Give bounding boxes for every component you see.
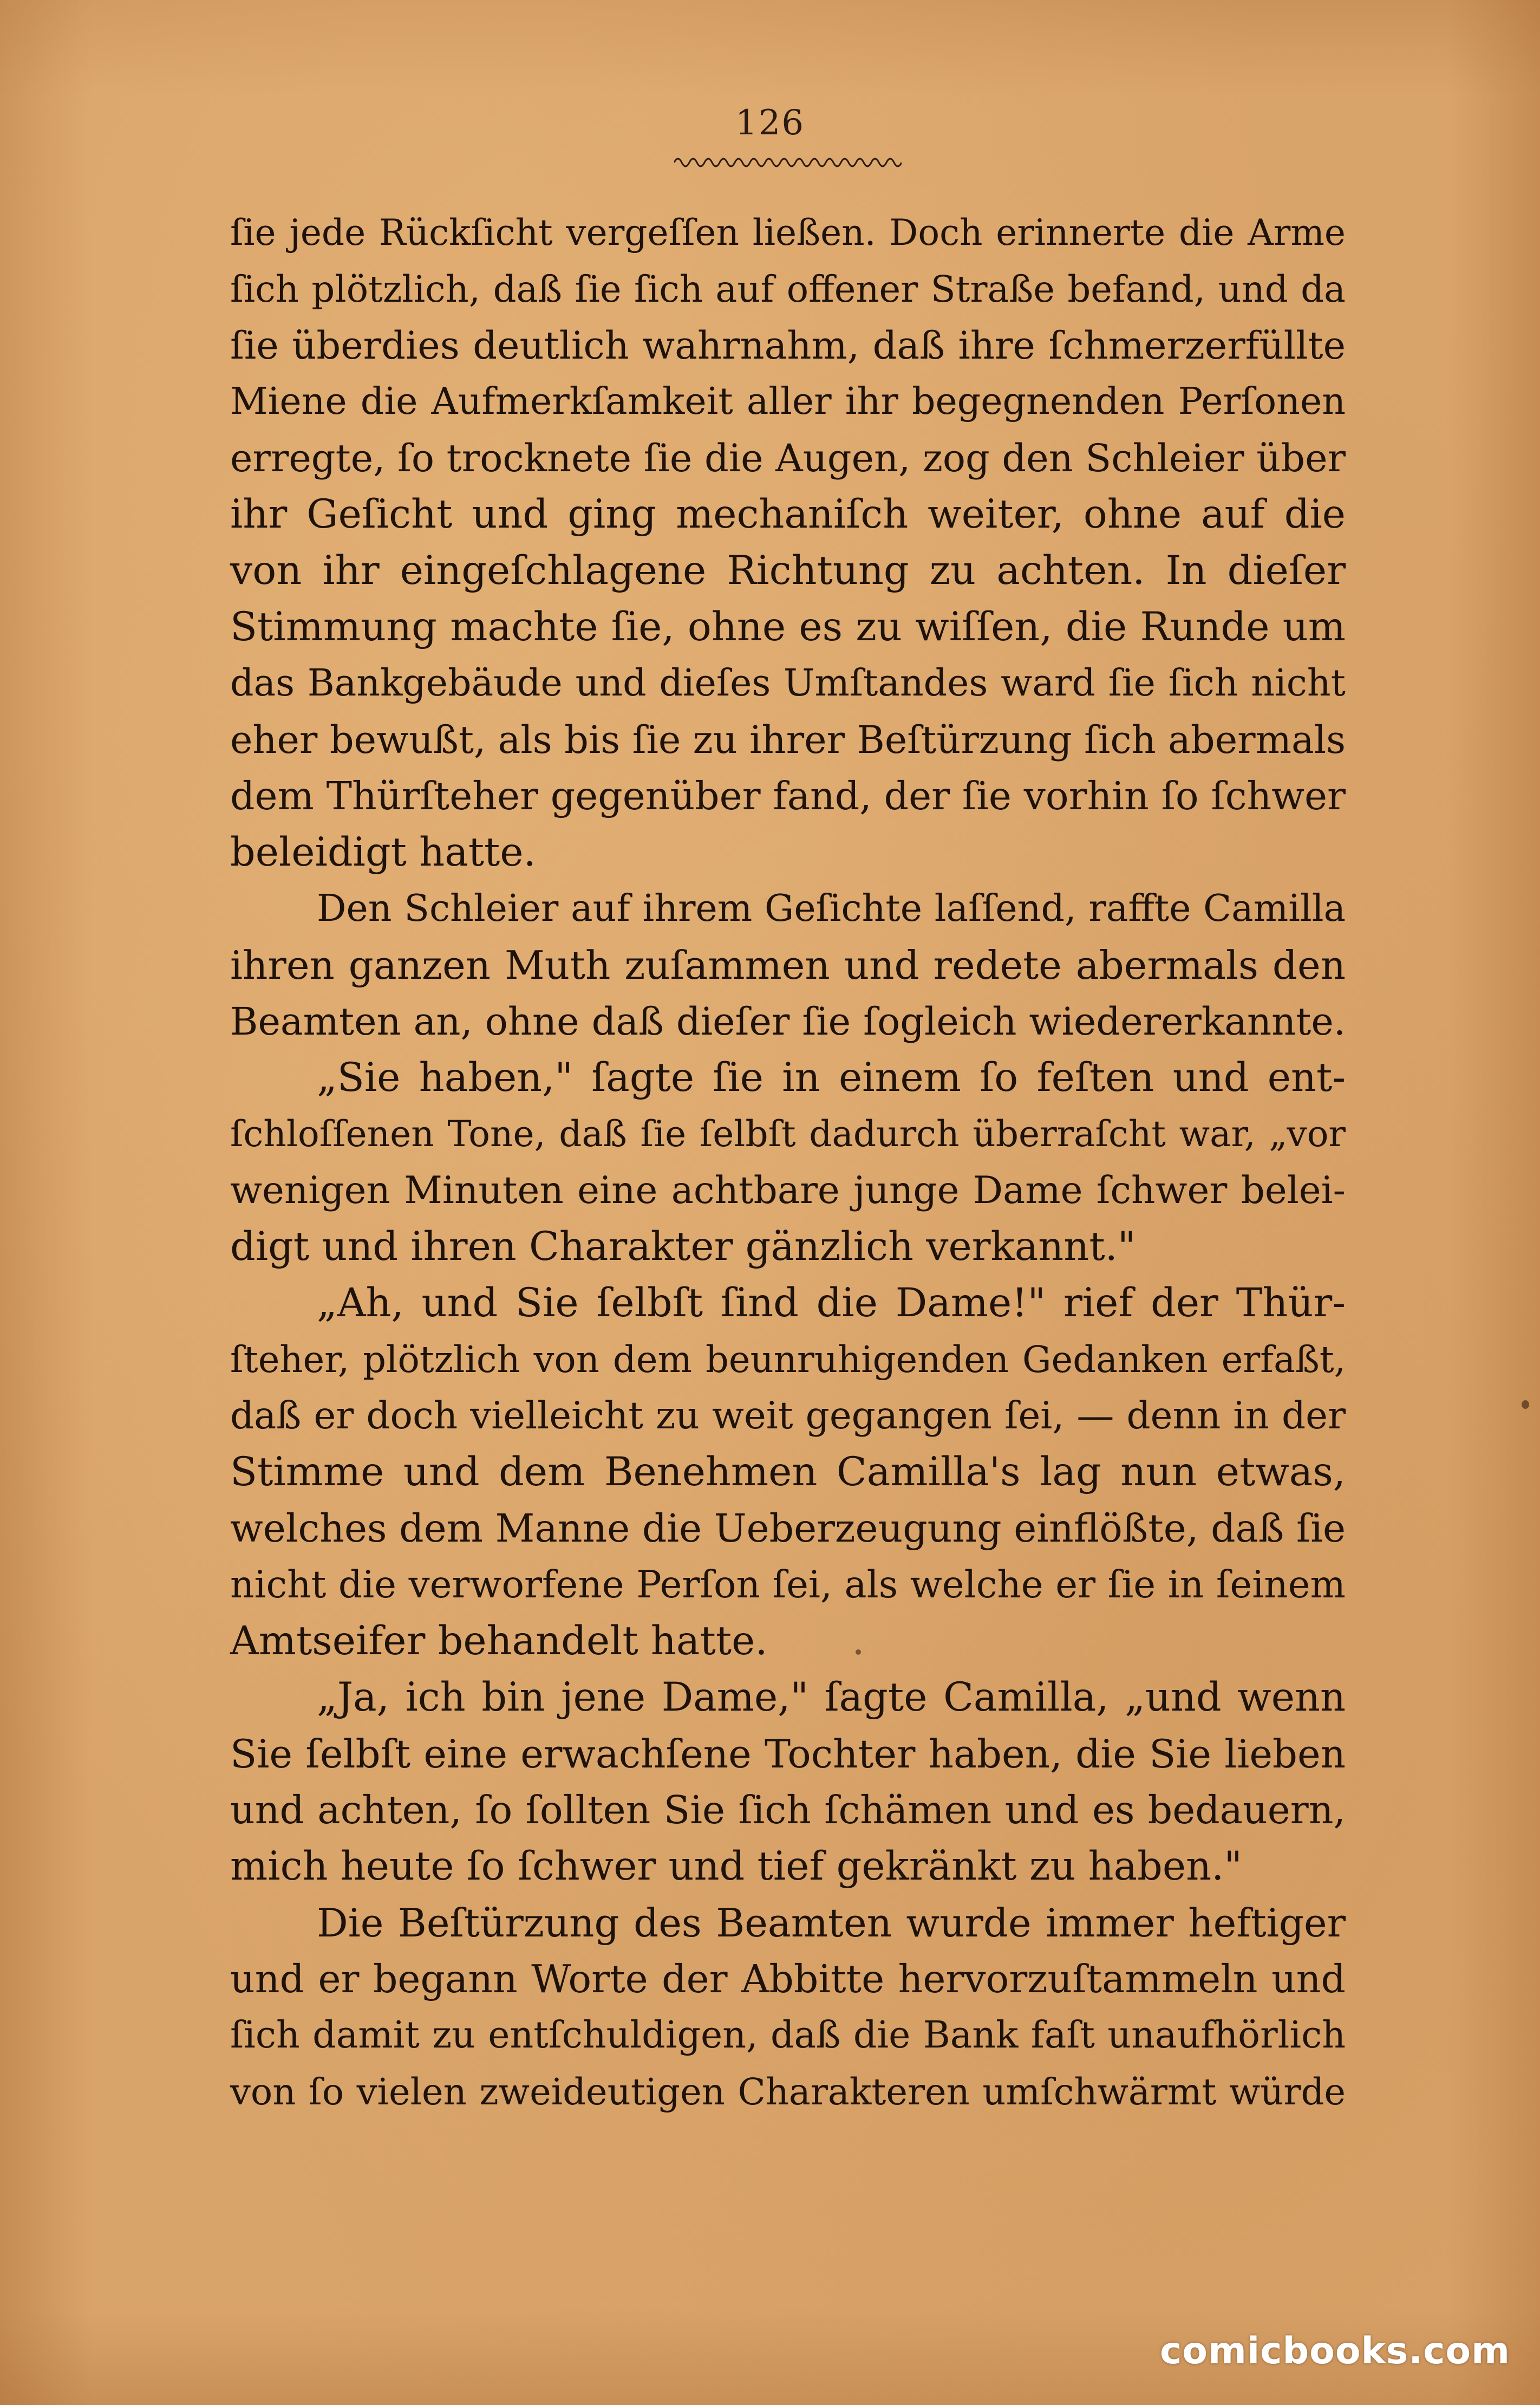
text-line: Stimme und dem Benehmen Camilla's lag nun etwas,	[230, 1449, 1346, 1495]
ink-speck	[1522, 1400, 1529, 1409]
text-line: Die Beſtürzung des Beamten wurde immer heftiger	[317, 1900, 1346, 1946]
text-line: „Ja, ich bin jene Dame," ſagte Camilla, „und wenn	[317, 1674, 1346, 1720]
text-line: ſie überdies deutlich wahrnahm, daß ihre ſchmerzerfüllte	[230, 323, 1346, 368]
text-line: wenigen Minuten eine achtbare junge Dame ſchwer belei-	[230, 1169, 1346, 1212]
body-text	[230, 205, 1346, 2120]
text-line: „Ah, und Sie ſelbſt ſind die Dame!" rief der Thür-	[317, 1280, 1346, 1326]
text-line: Stimmung machte ſie, ohne es zu wiſſen, die Runde um	[230, 604, 1346, 650]
text-line: ſteher, plötzlich von dem beunruhigenden Gedanken erfaßt,	[230, 1338, 1346, 1381]
text-line: Den Schleier auf ihrem Geſichte laſſend, raffte Camilla	[317, 887, 1346, 930]
text-line: ihr Geſicht und ging mechaniſch weiter, ohne auf die	[230, 491, 1346, 537]
text-line: ſich damit zu entſchuldigen, daß die Bank faſt unaufhörlich	[230, 2014, 1346, 2057]
text-line: von ihr eingeſchlagene Richtung zu achten. In dieſer	[230, 548, 1346, 594]
page-number: 126	[735, 103, 805, 143]
text-line: beleidigt hatte.	[230, 829, 536, 875]
ink-speck	[856, 1649, 861, 1655]
text-line: ſich plötzlich, daß ſie ſich auf offener Straße befand, und da	[230, 268, 1346, 310]
text-line: digt und ihren Charakter gänzlich verkannt."	[230, 1224, 1136, 1270]
text-line: eher bewußt, als bis ſie zu ihrer Beſtürzung ſich abermals	[230, 718, 1346, 762]
text-line: Miene die Aufmerkſamkeit aller ihr begegnenden Perſonen	[230, 380, 1346, 423]
watermark: comicbooks.com	[1159, 2330, 1510, 2372]
text-line: mich heute ſo ſchwer und tief gekränkt zu haben."	[230, 1843, 1242, 1889]
text-line: ihren ganzen Muth zuſammen und redete abermals den	[230, 942, 1346, 988]
text-line: ſie jede Rückſicht vergeſſen ließen. Doch erinnerte die Arme	[230, 212, 1346, 253]
text-line: erregte, ſo trocknete ſie die Augen, zog den Schleier über	[230, 436, 1346, 480]
text-line: ſchloſſenen Tone, daß ſie ſelbſt dadurch überraſcht war, „vor	[230, 1113, 1346, 1155]
text-line: dem Thürſteher gegenüber fand, der ſie vorhin ſo ſchwer	[230, 774, 1346, 818]
text-line: und er begann Worte der Abbitte hervorzuſtammeln und	[230, 1956, 1346, 2001]
text-line: Amtseifer behandelt hatte.	[230, 1618, 768, 1664]
text-line: „Sie haben," ſagte ſie in einem ſo feſten und ent-	[317, 1055, 1346, 1101]
text-line: von ſo vielen zweideutigen Charakteren umſchwärmt würde	[230, 2071, 1346, 2113]
text-line: welches dem Manne die Ueberzeugung einflößte, daß ſie	[230, 1506, 1346, 1551]
text-line: nicht die verworfene Perſon ſei, als welche er ſie in ſeinem	[230, 1563, 1346, 1607]
text-line: daß er doch vielleicht zu weit gegangen ſei, — denn in der	[230, 1394, 1346, 1438]
text-line: Beamten an, ohne daß dieſer ſie ſogleich wiedererkannte.	[230, 999, 1346, 1044]
text-line: Sie ſelbſt eine erwachſene Tochter haben, die Sie lieben	[230, 1731, 1346, 1777]
text-line: das Bankgebäude und dieſes Umſtandes ward ſie ſich nicht	[230, 662, 1346, 705]
ornament-divider	[674, 153, 902, 169]
text-line: und achten, ſo ſollten Sie ſich ſchämen und es bedauern,	[230, 1787, 1346, 1832]
